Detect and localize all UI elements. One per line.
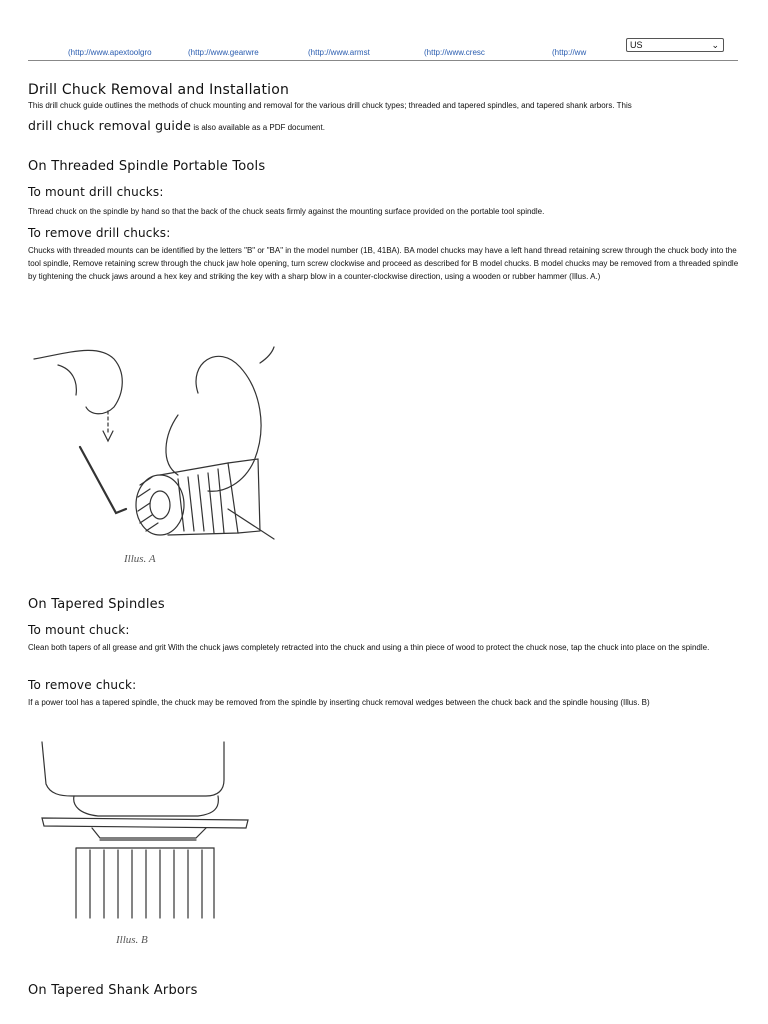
nav-link-gearwrench[interactable]: (http://www.gearwre bbox=[188, 48, 259, 57]
chevron-down-icon: ⌄ bbox=[711, 40, 719, 50]
page-title: Drill Chuck Removal and Installation bbox=[28, 82, 290, 98]
shank-heading: On Tapered Shank Arbors bbox=[28, 983, 198, 998]
nav-link-more[interactable]: (http://ww bbox=[552, 48, 587, 57]
nav-link-armstrong[interactable]: (http://www.armst bbox=[308, 48, 370, 57]
top-nav bbox=[28, 38, 738, 61]
illustration-a bbox=[28, 323, 278, 573]
region-select-value: US bbox=[630, 40, 643, 50]
threaded-mount-heading: To mount drill chucks: bbox=[28, 185, 164, 199]
illus-b-drawing bbox=[28, 738, 258, 923]
tapered-remove-text: If a power tool has a tapered spindle, the chuck may be removed from the spindle by inserting chuck removal wedges between the chuck back and the spindle housing (Illus. B) bbox=[28, 698, 650, 707]
threaded-mount-text: Thread chuck on the spindle by hand so that the back of the chuck seats firmly against the mounting surface provided on the portable tool spindle. bbox=[28, 207, 545, 216]
guide-line bbox=[28, 118, 746, 133]
illus-a-caption: Illus. A bbox=[124, 553, 156, 565]
tapered-remove-heading: To remove chuck: bbox=[28, 678, 137, 692]
nav-link-crescent[interactable]: (http://www.cresc bbox=[424, 48, 485, 57]
illus-a-drawing bbox=[28, 323, 278, 553]
region-select[interactable] bbox=[626, 38, 724, 52]
threaded-remove-text: Chucks with threaded mounts can be identified by the letters "B" or "BA" in the model number (1B, 41BA). BA model chucks may have a left hand thread retaining screw through the chuck body into the tool spindle, Remove retaining screw through the chuck jaw hole opening, turn screw clockwise and proceed as described for B model chucks. B model chucks may be removed from a threaded spindle by tightening the chuck jaws around a hex key and striking the key with a sharp blow in a counter-clockwise direction, using a wooden or rubber hammer (Illus. A.) bbox=[28, 246, 739, 281]
intro-text: This drill chuck guide outlines the methods of chuck mounting and removal for the various drill chuck types; threaded and tapered spindles, and tapered shank arbors. This bbox=[28, 101, 632, 110]
guide-suffix: is also available as a PDF document. bbox=[191, 123, 325, 132]
illus-b-caption: Illus. B bbox=[116, 934, 148, 946]
illustration-b bbox=[28, 738, 258, 958]
tapered-heading: On Tapered Spindles bbox=[28, 597, 165, 612]
tapered-mount-text: Clean both tapers of all grease and grit With the chuck jaws completely retracted into the chuck and using a thin piece of wood to protect the chuck nose, tap the chuck into place on the spindle. bbox=[28, 643, 710, 652]
nav-link-apextool[interactable]: (http://www.apextoolgro bbox=[68, 48, 152, 57]
threaded-remove-heading: To remove drill chucks: bbox=[28, 226, 171, 240]
pdf-guide-link[interactable]: drill chuck removal guide bbox=[28, 118, 192, 133]
threaded-heading: On Threaded Spindle Portable Tools bbox=[28, 159, 266, 174]
tapered-mount-heading: To mount chuck: bbox=[28, 623, 130, 637]
